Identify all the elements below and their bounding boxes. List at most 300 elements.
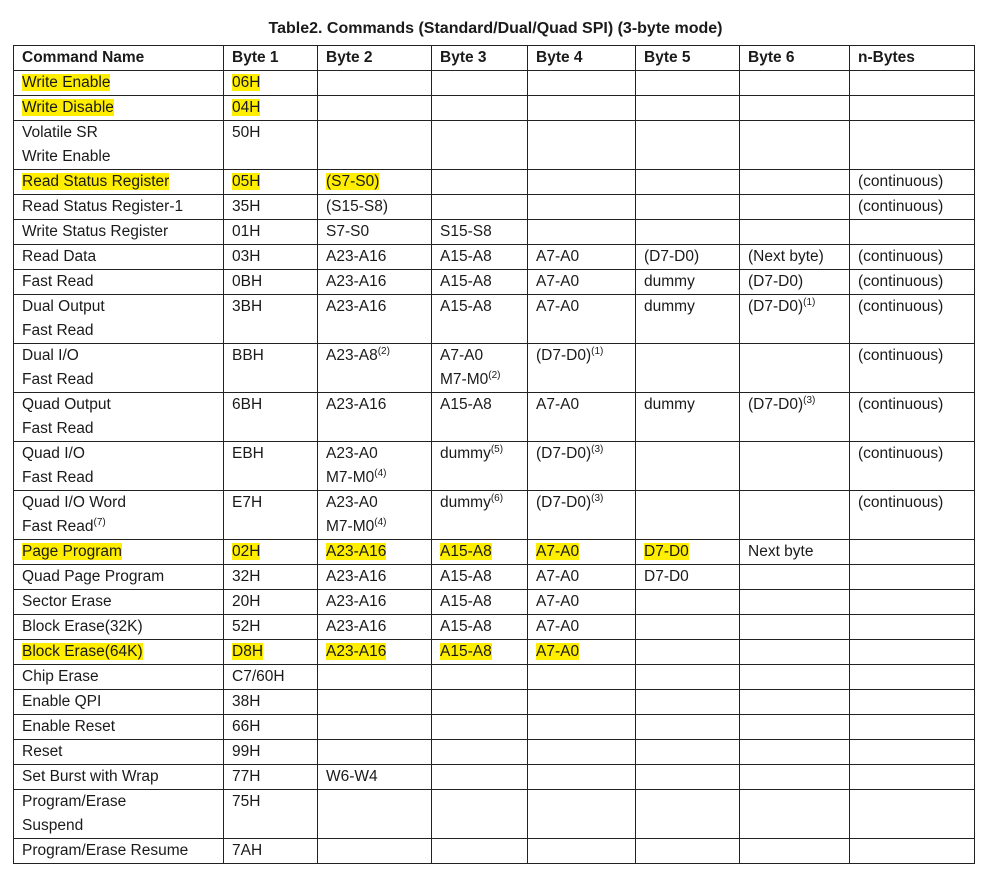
table-cell — [432, 615, 528, 640]
cell-line — [748, 270, 849, 294]
cell-line — [22, 690, 223, 714]
table-cell — [432, 540, 528, 565]
cell-text: Fast Read — [22, 371, 94, 388]
table-cell — [528, 71, 636, 96]
table-cell — [636, 195, 740, 220]
cell-text: 06H — [232, 74, 261, 91]
table-cell — [850, 245, 975, 270]
cell-text: Fast Read — [22, 273, 94, 290]
cell-line — [326, 195, 431, 219]
cell-text: 05H — [232, 173, 261, 190]
cell-line — [22, 590, 223, 614]
table-cell — [14, 765, 224, 790]
table-cell — [528, 590, 636, 615]
cell-text: 77H — [232, 768, 261, 785]
cell-text: (continuous) — [858, 445, 944, 462]
cell-line — [326, 442, 431, 466]
table-cell — [740, 640, 850, 665]
table-cell — [850, 270, 975, 295]
footnote-marker: (2) — [377, 346, 390, 357]
cell-line — [644, 565, 739, 589]
cell-text: 20H — [232, 593, 261, 610]
table-cell — [528, 344, 636, 393]
cell-line — [22, 640, 223, 664]
table-cell — [432, 665, 528, 690]
cell-line — [232, 195, 317, 219]
cell-line — [858, 295, 974, 319]
table-row — [14, 640, 975, 665]
footnote-marker: (4) — [374, 468, 387, 479]
cell-text: BBH — [232, 347, 264, 364]
cell-line — [440, 393, 527, 417]
cell-text: Read Status Register-1 — [22, 198, 184, 215]
table-cell — [318, 295, 432, 344]
table-cell — [528, 640, 636, 665]
table-cell — [850, 71, 975, 96]
column-header: Byte 6 — [740, 46, 850, 71]
cell-text: W6-W4 — [326, 768, 378, 785]
table-cell — [740, 690, 850, 715]
table-cell — [14, 442, 224, 491]
table-cell — [14, 790, 224, 839]
table-cell — [432, 393, 528, 442]
footnote-marker: (3) — [591, 444, 604, 455]
cell-line — [440, 295, 527, 319]
table-cell — [432, 270, 528, 295]
cell-line — [232, 640, 317, 664]
cell-text: Quad I/O Word — [22, 494, 126, 511]
table-cell — [740, 220, 850, 245]
cell-text: (continuous) — [858, 298, 944, 315]
table-row — [14, 96, 975, 121]
table-cell — [318, 615, 432, 640]
table-cell — [740, 344, 850, 393]
table-cell — [740, 71, 850, 96]
cell-text: A15-A8 — [440, 643, 492, 660]
table-cell — [528, 245, 636, 270]
cell-text: A23-A16 — [326, 618, 387, 635]
table-cell — [432, 491, 528, 540]
table-cell — [224, 839, 318, 864]
cell-line — [536, 565, 635, 589]
cell-text: D7-D0 — [644, 543, 689, 560]
cell-text: 35H — [232, 198, 261, 215]
cell-text: A7-A0 — [536, 543, 580, 560]
cell-line — [858, 442, 974, 466]
cell-line — [858, 393, 974, 417]
cell-line — [22, 368, 223, 392]
table-cell — [740, 740, 850, 765]
column-header: Byte 4 — [528, 46, 636, 71]
table-cell — [224, 765, 318, 790]
cell-text: A23-A16 — [326, 593, 387, 610]
cell-text: A15-A8 — [440, 593, 492, 610]
table-cell — [636, 245, 740, 270]
table-cell — [432, 690, 528, 715]
table-cell — [528, 393, 636, 442]
cell-line — [326, 640, 431, 664]
table-cell — [636, 765, 740, 790]
table-row — [14, 715, 975, 740]
table-cell — [740, 765, 850, 790]
cell-line — [326, 540, 431, 564]
cell-line — [232, 344, 317, 368]
cell-text: A23-A0 — [326, 445, 378, 462]
table-cell — [528, 295, 636, 344]
table-cell — [636, 665, 740, 690]
cell-text: M7-M0 — [326, 518, 375, 535]
table-cell — [318, 540, 432, 565]
table-cell — [740, 195, 850, 220]
cell-text: dummy — [440, 445, 491, 462]
cell-line — [232, 491, 317, 515]
cell-text: (continuous) — [858, 494, 944, 511]
table-row — [14, 220, 975, 245]
table-cell — [740, 715, 850, 740]
cell-line — [232, 765, 317, 789]
table-cell — [636, 565, 740, 590]
table-cell — [224, 540, 318, 565]
cell-line — [440, 565, 527, 589]
table-title: Table2. Commands (Standard/Dual/Quad SPI) (3-byte mode) — [268, 20, 723, 37]
table-row — [14, 665, 975, 690]
cell-text: A7-A0 — [536, 273, 580, 290]
cell-line — [22, 417, 223, 441]
footnote-marker: (3) — [803, 395, 816, 406]
table-cell — [224, 170, 318, 195]
cell-line — [232, 839, 317, 863]
table-cell — [224, 740, 318, 765]
table-cell — [318, 245, 432, 270]
table-cell — [318, 740, 432, 765]
cell-text: A7-A0 — [536, 643, 580, 660]
cell-line — [644, 245, 739, 269]
cell-text: A15-A8 — [440, 396, 492, 413]
table-cell — [850, 220, 975, 245]
table-cell — [528, 690, 636, 715]
cell-text: (D7-D0) — [748, 273, 804, 290]
table-cell — [740, 590, 850, 615]
table-cell — [528, 170, 636, 195]
cell-line — [748, 393, 849, 417]
table-row — [14, 195, 975, 220]
table-cell — [14, 715, 224, 740]
table-cell — [740, 393, 850, 442]
table-cell — [740, 540, 850, 565]
table-cell — [850, 344, 975, 393]
cell-line — [858, 245, 974, 269]
table-cell — [850, 295, 975, 344]
cell-line — [232, 690, 317, 714]
cell-text: 52H — [232, 618, 261, 635]
table-cell — [636, 715, 740, 740]
cell-line — [232, 96, 317, 120]
cell-line — [22, 565, 223, 589]
cell-line — [22, 344, 223, 368]
table-cell — [14, 344, 224, 393]
cell-text: A23-A16 — [326, 643, 387, 660]
cell-text: A15-A8 — [440, 543, 492, 560]
table-cell — [318, 590, 432, 615]
cell-text: Fast Read — [22, 518, 94, 535]
table-cell — [432, 765, 528, 790]
table-cell — [14, 640, 224, 665]
cell-text: S7-S0 — [326, 223, 370, 240]
table-row — [14, 590, 975, 615]
cell-line — [326, 515, 431, 539]
cell-text: 01H — [232, 223, 261, 240]
cell-text: A15-A8 — [440, 273, 492, 290]
table-row — [14, 690, 975, 715]
cell-line — [440, 640, 527, 664]
table-cell — [14, 195, 224, 220]
table-cell — [636, 220, 740, 245]
table-cell — [318, 220, 432, 245]
table-cell — [636, 640, 740, 665]
cell-text: Fast Read — [22, 322, 94, 339]
table-cell — [14, 615, 224, 640]
cell-line — [232, 590, 317, 614]
table-cell — [636, 295, 740, 344]
cell-text: Block Erase(32K) — [22, 618, 143, 635]
table-cell — [636, 170, 740, 195]
cell-text: (continuous) — [858, 396, 944, 413]
cell-text: S15-S8 — [440, 223, 492, 240]
table-cell — [224, 690, 318, 715]
table-row — [14, 615, 975, 640]
table-cell — [224, 71, 318, 96]
table-cell — [850, 790, 975, 839]
cell-line — [440, 491, 527, 515]
cell-text: Page Program — [22, 543, 122, 560]
cell-line — [22, 96, 223, 120]
table-cell — [636, 690, 740, 715]
cell-line — [232, 540, 317, 564]
cell-text: Reset — [22, 743, 63, 760]
cell-line — [22, 665, 223, 689]
table-cell — [224, 590, 318, 615]
cell-text: A23-A16 — [326, 298, 387, 315]
cell-text: Sector Erase — [22, 593, 112, 610]
cell-line — [326, 170, 431, 194]
table-cell — [432, 195, 528, 220]
cell-text: A23-A0 — [326, 494, 378, 511]
cell-text: A23-A16 — [326, 273, 387, 290]
table-cell — [528, 715, 636, 740]
table-cell — [740, 295, 850, 344]
table-cell — [636, 491, 740, 540]
cell-line — [644, 270, 739, 294]
table-cell — [740, 442, 850, 491]
cell-line — [440, 270, 527, 294]
cell-text: Quad I/O — [22, 445, 85, 462]
table-cell — [14, 540, 224, 565]
table-cell — [740, 96, 850, 121]
table-cell — [636, 270, 740, 295]
table-cell — [636, 615, 740, 640]
table-cell — [318, 839, 432, 864]
cell-line — [536, 295, 635, 319]
table-cell — [432, 344, 528, 393]
table-cell — [740, 245, 850, 270]
table-cell — [528, 195, 636, 220]
cell-line — [858, 195, 974, 219]
cell-text: A23-A16 — [326, 543, 387, 560]
cell-line — [232, 615, 317, 639]
table-cell — [14, 393, 224, 442]
cell-line — [440, 245, 527, 269]
table-cell — [528, 665, 636, 690]
table-cell — [850, 170, 975, 195]
cell-text: M7-M0 — [326, 469, 375, 486]
table-cell — [850, 839, 975, 864]
table-cell — [850, 615, 975, 640]
table-cell — [318, 790, 432, 839]
cell-text: Write Status Register — [22, 223, 169, 240]
table-cell — [740, 170, 850, 195]
cell-text: dummy — [644, 298, 695, 315]
cell-text: A15-A8 — [440, 618, 492, 635]
cell-text: Volatile SR — [22, 124, 98, 141]
table-cell — [224, 640, 318, 665]
cell-line — [232, 121, 317, 145]
table-cell — [14, 665, 224, 690]
table-cell — [318, 690, 432, 715]
cell-line — [536, 270, 635, 294]
cell-text: D7-D0 — [644, 568, 689, 585]
table-cell — [850, 195, 975, 220]
table-row — [14, 344, 975, 393]
cell-text: (S15-S8) — [326, 198, 389, 215]
table-cell — [432, 790, 528, 839]
cell-text: (D7-D0) — [536, 347, 592, 364]
table-cell — [318, 565, 432, 590]
cell-line — [326, 220, 431, 244]
cell-line — [326, 466, 431, 490]
table-cell — [14, 121, 224, 170]
table-cell — [432, 565, 528, 590]
footnote-marker: (1) — [803, 297, 816, 308]
cell-text: 3BH — [232, 298, 263, 315]
table-cell — [636, 740, 740, 765]
cell-text: Dual I/O — [22, 347, 79, 364]
cell-line — [536, 615, 635, 639]
cell-text: Write Enable — [22, 148, 111, 165]
cell-text: (D7-D0) — [748, 396, 804, 413]
table-cell — [318, 195, 432, 220]
table-cell — [850, 442, 975, 491]
cell-text: M7-M0 — [440, 371, 489, 388]
cell-line — [644, 393, 739, 417]
cell-text: C7/60H — [232, 668, 285, 685]
cell-text: dummy — [644, 396, 695, 413]
cell-text: 02H — [232, 543, 261, 560]
table-row — [14, 442, 975, 491]
table-cell — [850, 665, 975, 690]
table-cell — [740, 665, 850, 690]
table-cell — [318, 715, 432, 740]
cell-text: 0BH — [232, 273, 263, 290]
cell-text: Block Erase(64K) — [22, 643, 143, 660]
table-cell — [850, 590, 975, 615]
cell-text: A7-A0 — [536, 593, 580, 610]
table-cell — [432, 740, 528, 765]
cell-text: D8H — [232, 643, 264, 660]
table-cell — [224, 220, 318, 245]
table-cell — [224, 393, 318, 442]
table-cell — [14, 220, 224, 245]
table-cell — [432, 121, 528, 170]
table-cell — [224, 344, 318, 393]
table-row — [14, 491, 975, 540]
table-cell — [740, 491, 850, 540]
cell-text: Fast Read — [22, 420, 94, 437]
table-cell — [224, 195, 318, 220]
table-cell — [740, 615, 850, 640]
table-cell — [636, 96, 740, 121]
cell-text: 6BH — [232, 396, 263, 413]
table-cell — [740, 270, 850, 295]
table-cell — [224, 121, 318, 170]
table-cell — [740, 790, 850, 839]
cell-line — [326, 245, 431, 269]
cell-line — [232, 220, 317, 244]
cell-text: 99H — [232, 743, 261, 760]
table-cell — [432, 245, 528, 270]
cell-text: (continuous) — [858, 248, 944, 265]
cell-text: 04H — [232, 99, 261, 116]
table-cell — [740, 565, 850, 590]
footnote-marker: (2) — [488, 370, 501, 381]
table-cell — [14, 839, 224, 864]
table-cell — [318, 270, 432, 295]
cell-line — [858, 344, 974, 368]
cell-line — [22, 515, 223, 539]
table-cell — [14, 71, 224, 96]
cell-line — [644, 540, 739, 564]
cell-line — [232, 393, 317, 417]
table-row — [14, 839, 975, 864]
table-cell — [14, 270, 224, 295]
column-header: Command Name — [14, 46, 224, 71]
cell-line — [22, 170, 223, 194]
cell-line — [22, 839, 223, 863]
cell-line — [22, 715, 223, 739]
cell-text: 75H — [232, 793, 261, 810]
cell-line — [748, 245, 849, 269]
table-cell — [850, 640, 975, 665]
column-header: Byte 5 — [636, 46, 740, 71]
table-cell — [528, 96, 636, 121]
cell-text: A23-A8 — [326, 347, 378, 364]
cell-line — [536, 344, 635, 368]
cell-line — [858, 270, 974, 294]
table-header — [14, 46, 975, 71]
cell-line — [232, 245, 317, 269]
cell-line — [644, 295, 739, 319]
table-cell — [528, 565, 636, 590]
table-cell — [850, 740, 975, 765]
table-cell — [14, 740, 224, 765]
cell-line — [22, 491, 223, 515]
cell-line — [858, 491, 974, 515]
table-row — [14, 765, 975, 790]
cell-line — [22, 245, 223, 269]
cell-line — [22, 270, 223, 294]
cell-text: (continuous) — [858, 273, 944, 290]
table-cell — [528, 121, 636, 170]
table-cell — [14, 295, 224, 344]
